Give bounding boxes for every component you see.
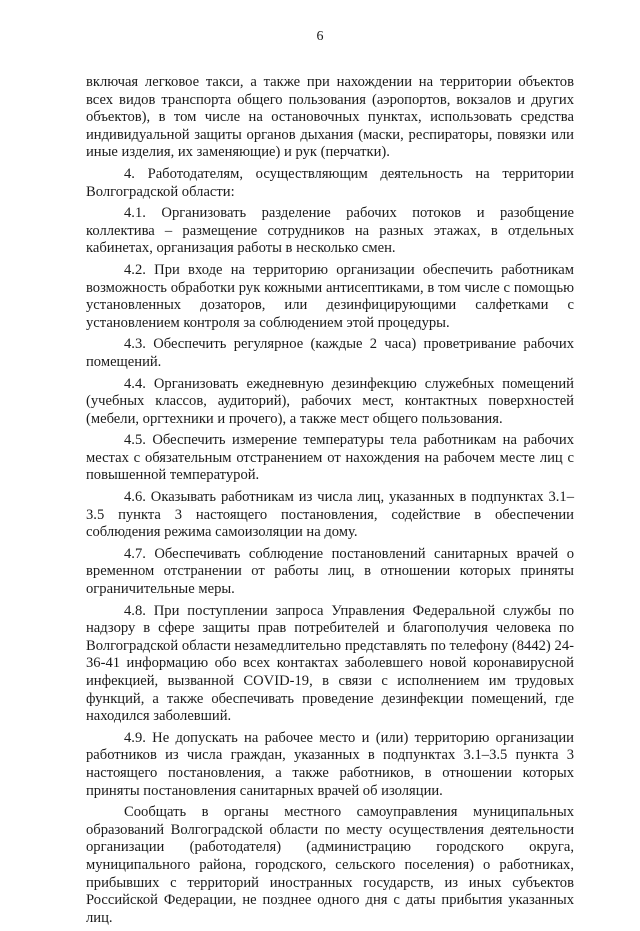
page-number: 6 (316, 29, 324, 44)
paragraph-reporting: Сообщать в органы местного самоуправления муниципальных образований Волгоградской области по месту осуществления деятельности организации (работодателя) (администрацию городского округа, муниципального района, городского, сельского поселения) о работниках, прибывших с территорий иностранных государств, из иных субъектов Российской Федерации, не позднее одного дня с даты прибытия указанных лиц. (86, 804, 574, 926)
paragraph-item-4-5: 4.5. Обеспечить измерение температуры тела работникам на рабочих местах с обязательным отстранением от нахождения на рабочем месте лиц с повышенной температурой. (86, 432, 574, 484)
paragraph-item-4-4: 4.4. Организовать ежедневную дезинфекцию служебных помещений (учебных классов, аудиторий), рабочих мест, контактных поверхностей (мебели, оргтехники и прочего), а также мест общего пользования. (86, 375, 574, 427)
paragraph-item-4-2: 4.2. При входе на территорию организации обеспечить работникам возможность обработки рук кожными антисептиками, в том числе с помощью установленных дозаторов, или дезинфицирующими салфетками с установлением контроля за соблюдением этой процедуры. (86, 261, 574, 331)
paragraph-item-4-3: 4.3. Обеспечить регулярное (каждые 2 часа) проветривание рабочих помещений. (86, 336, 574, 370)
paragraph-continuation: включая легковое такси, а также при нахождении на территории объектов всех видов транспорта общего пользования (аэропортов, вокзалов и других объектов), в том числе на остановочных пунктах, использовать средства индивидуальной защиты органов дыхания (маски, респираторы, повязки или иные изделия, их заменяющие) и рук (перчатки). (86, 74, 574, 161)
paragraph-section-4: 4. Работодателям, осуществляющим деятельность на территории Волгоградской области: (86, 165, 574, 200)
paragraph-item-4-7: 4.7. Обеспечивать соблюдение постановлений санитарных врачей о временном отстранении от работы лиц, в отношении которых приняты ограничительные меры. (86, 545, 574, 598)
document-body (86, 74, 574, 931)
paragraph-item-4-1: 4.1. Организовать разделение рабочих потоков и разобщение коллектива – размещение сотрудников на разных этажах, в отдельных кабинетах, организация работы в несколько смен. (86, 205, 574, 257)
paragraph-item-4-9: 4.9. Не допускать на рабочее место и (или) территорию организации работников из числа граждан, указанных в подпунктах 3.1–3.5 пункта 3 настоящего постановления, а также работников, в отношении которых приняты постановления санитарных врачей об изоляции. (86, 729, 574, 799)
paragraph-item-4-8: 4.8. При поступлении запроса Управления Федеральной службы по надзору в сфере защиты прав потребителей и благополучия человека по Волгоградской области незамедлительно представлять по телефону (8442) 24-36-41 информацию обо всех контактах заболевшего новой коронавирусной инфекцией, вызванной COVID-19, в связи с исполнением им трудовых функций, а также обеспечивать проведение дезинфекции помещений, где находился заболевший. (86, 602, 574, 725)
paragraph-item-4-6: 4.6. Оказывать работникам из числа лиц, указанных в подпунктах 3.1–3.5 пункта 3 настоящего постановления, содействие в обеспечении соблюдения режима самоизоляции на дому. (86, 489, 574, 541)
